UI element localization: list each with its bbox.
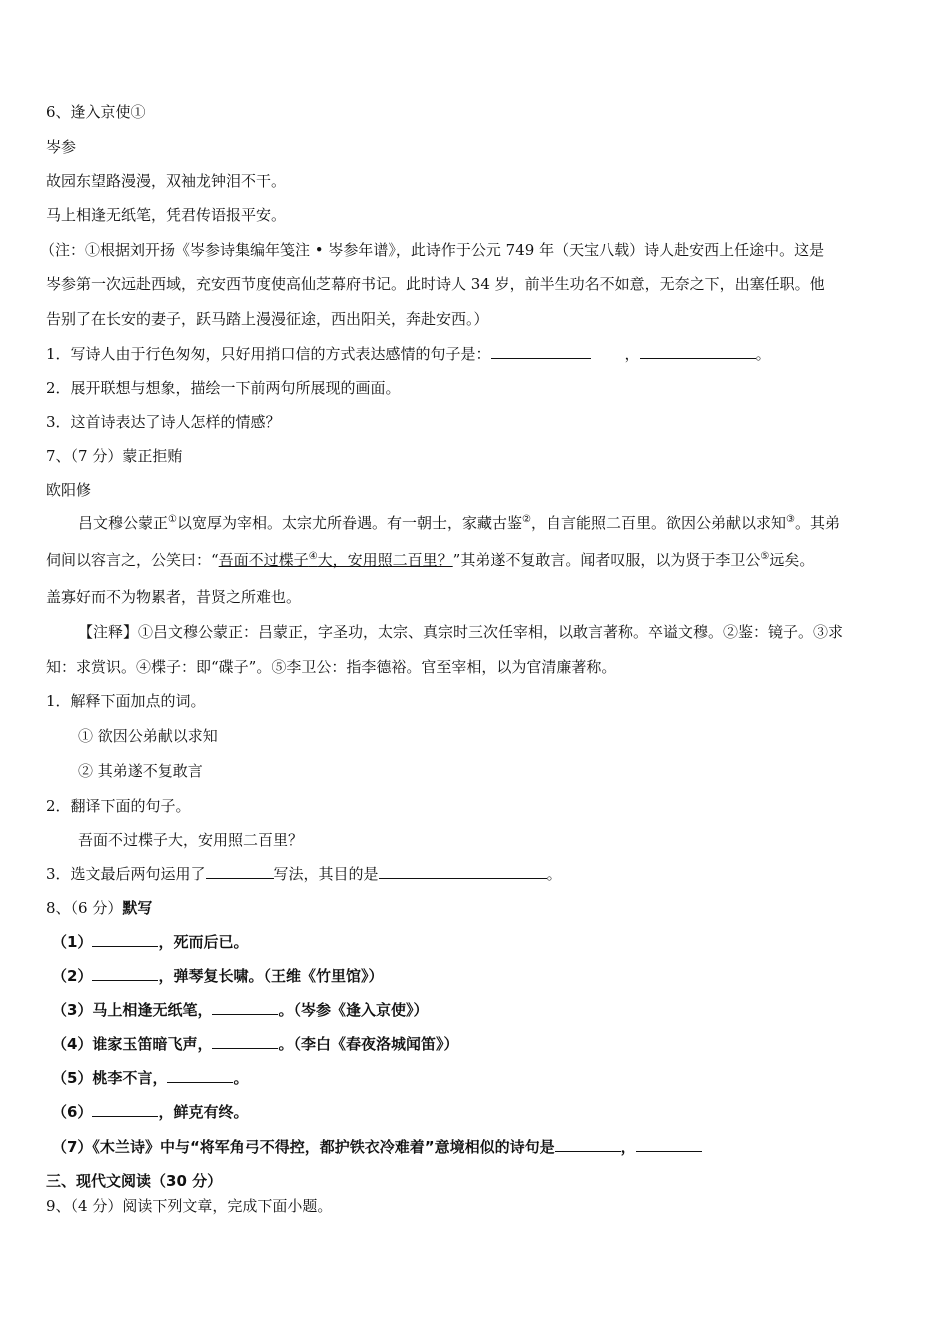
q7-title: 7、（7 分）蒙正拒贿: [46, 447, 183, 465]
answer-blank[interactable]: [92, 966, 158, 981]
q7-passage-line-3: 盖寡好而不为物累者，昔贤之所难也。: [46, 588, 302, 606]
answer-blank[interactable]: [92, 1102, 158, 1117]
q7-question-1a: ① 欲因公弟献以求知: [78, 727, 218, 745]
q7-passage-line-1: 吕文穆公蒙正①以宽厚为宰相。太宗尤所眷遇。有一朝士，家藏古鉴②，自言能照二百里。欲因公弟献以求知③。其弟: [78, 514, 840, 532]
q6-note-line-3: 告别了在长安的妻子，跃马踏上漫漫征途，西出阳关，奔赴安西。）: [46, 310, 489, 328]
answer-blank[interactable]: [555, 1137, 621, 1152]
q8-item-7: （7）《木兰诗》中与“将军角弓不得控，都护铁衣冷难着”意境相似的诗句是 ，: [52, 1137, 702, 1157]
underlined-sentence: 吾面不过楪子④大，安用照二百里？: [218, 551, 453, 569]
q8-item-2: （2） ，弹琴复长啸。（王维《竹里馆》）: [52, 967, 384, 985]
q7-passage-line-2: 伺间以容言之，公笑曰：“吾面不过楪子④大，安用照二百里？”其弟遂不复敢言。闻者叹服，以为贤于李卫公⑤远矣。: [46, 551, 815, 569]
q6-note-line-2: 岑参第一次远赴西域，充安西节度使高仙芝幕府书记。此时诗人 34 岁，前半生功名不如意，无奈之下，出塞任职。他: [46, 275, 825, 293]
answer-blank[interactable]: [92, 932, 158, 947]
q6-title: 6、逢入京使①: [46, 103, 146, 121]
answer-blank[interactable]: [379, 864, 547, 879]
answer-blank[interactable]: [640, 344, 756, 359]
answer-blank[interactable]: [212, 1000, 278, 1015]
q7-question-1: 1．解释下面加点的词。: [46, 692, 206, 710]
q8-item-5: （5）桃李不言， 。: [52, 1069, 249, 1087]
q6-question-2: 2．展开联想与想象，描绘一下前两句所展现的画面。: [46, 379, 401, 397]
q6-author: 岑参: [46, 138, 77, 156]
answer-blank[interactable]: [212, 1034, 278, 1049]
q7-notes-line-2: 知：求赏识。④楪子：即“碟子”。⑤李卫公：指李德裕。官至宰相，以为官清廉著称。: [46, 658, 617, 676]
q8-item-3: （3）马上相逢无纸笔， 。（岑参《逢入京使》）: [52, 1001, 429, 1019]
section-3-heading: 三、现代文阅读（30 分）: [46, 1172, 223, 1190]
q8-item-4: （4）谁家玉笛暗飞声， 。（李白《春夜洛城闻笛》）: [52, 1035, 459, 1053]
answer-blank[interactable]: [167, 1068, 233, 1083]
q6-poem-line-1: 故园东望路漫漫，双袖龙钟泪不干。: [46, 172, 287, 190]
answer-blank[interactable]: [491, 344, 591, 359]
q7-question-2a: 吾面不过楪子大，安用照二百里？: [78, 831, 304, 849]
q7-question-3: 3．选文最后两句运用了 写法，其目的是 。: [46, 865, 562, 883]
q8-item-1: （1） ，死而后已。: [52, 933, 249, 951]
q8-item-6: （6） ，鲜克有终。: [52, 1103, 249, 1121]
q7-notes-line-1: 【注释】①吕文穆公蒙正：吕蒙正，字圣功，太宗、真宗时三次任宰相，以敢言著称。卒谥文穆。②鉴：镜子。③求: [78, 623, 844, 641]
answer-blank[interactable]: [206, 864, 274, 879]
q6-poem-line-2: 马上相逢无纸笔，凭君传语报平安。: [46, 206, 287, 224]
q6-note-line-1: （注：①根据刘开扬《岑参诗集编年笺注 • 岑参年谱》，此诗作于公元 749 年（天宝八载）诗人赴安西上任途中。这是: [40, 241, 825, 259]
q7-question-2: 2．翻译下面的句子。: [46, 797, 191, 815]
q7-author: 欧阳修: [46, 481, 92, 499]
answer-blank[interactable]: [636, 1137, 702, 1152]
q6-question-1: 1．写诗人由于行色匆匆，只好用捎口信的方式表达感情的句子是： ， 。: [46, 345, 771, 363]
q6-question-3: 3．这首诗表达了诗人怎样的情感？: [46, 413, 281, 431]
q8-title: 8、（6 分）默写: [46, 899, 153, 917]
q9-title: 9、（4 分）阅读下列文章，完成下面小题。: [46, 1197, 333, 1215]
q7-question-1b: ② 其弟遂不复敢言: [78, 762, 203, 780]
